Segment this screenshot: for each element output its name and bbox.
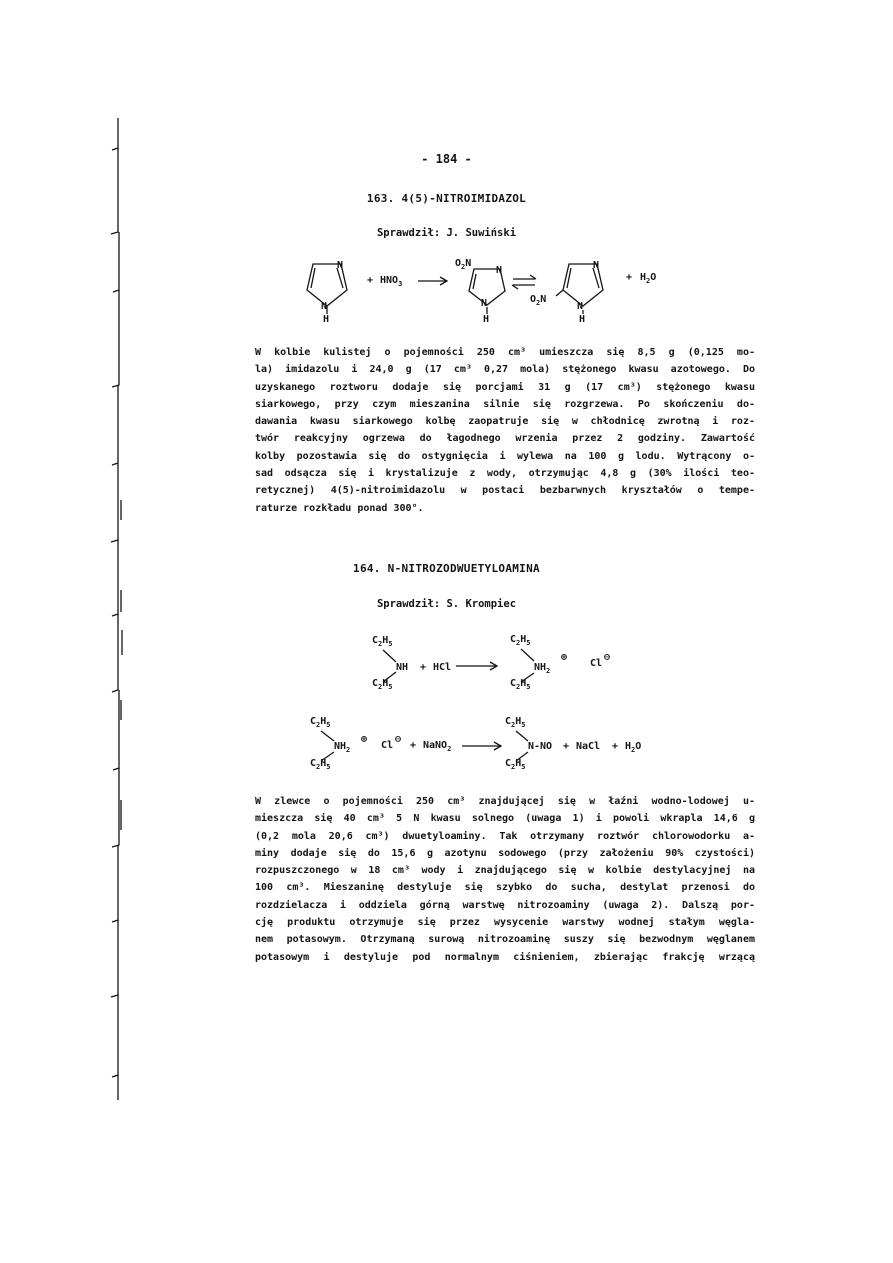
ethyl-label-bottom: $C_2H_5$ <box>372 678 393 691</box>
reagent-hno3: $HNO_3$ <box>380 275 403 288</box>
paragraph-line: W kolbie kulistej o pojemności 250 cm³ umieszcza się 8,5 g (0,125 mo- <box>255 347 755 358</box>
section-title-164: 164. N-NITROZODWUETYLOAMINA <box>353 562 540 575</box>
paragraph-line: W zlewce o pojemności 250 cm³ znajdującej się w łaźni wodno-lodowej u- <box>255 796 755 807</box>
chloride-label: Cl <box>381 740 394 751</box>
plus-sign: + <box>367 275 374 286</box>
paragraph-line: rozdzielacza i oddziela górną warstwę nitrozoaminy (uwaga 2). Dalszą por- <box>255 899 755 911</box>
ethyl-label-top: $C_2H_5$ <box>310 716 331 729</box>
nitro-group-label: $O_2N$ <box>455 258 472 271</box>
reaction-arrow <box>456 662 497 670</box>
page-number: - 184 - <box>421 152 472 166</box>
ethyl-label-top: $C_2H_5$ <box>510 634 531 647</box>
paragraph-line: (0,2 mola 20,6 cm³) dwuetyloaminy. Tak otrzymany roztwór chlorowodorku a- <box>255 830 755 842</box>
product-nacl: NaCl <box>576 741 601 752</box>
paragraph-line: dawania kwasu siarkowego kolbę zaopatruje się w chłodnicę zwrotną i roz- <box>255 416 755 428</box>
ethyl-label-bottom: $C_2H_5$ <box>505 758 526 771</box>
ring-n-label: N <box>593 260 600 271</box>
nitrosamine-structure <box>505 716 552 771</box>
ring-nh-label: N <box>577 301 584 312</box>
nitro-group-label: $O_2N$ <box>530 294 547 307</box>
ammonium-salt-structure-2 <box>310 716 401 771</box>
ring-h-label: H <box>579 314 586 325</box>
n-nitroso-label: N-NO <box>528 741 553 752</box>
plus-sign: + <box>612 741 619 752</box>
paragraph-line: miny dodaje się do 15,6 g azotynu sodowego (przy założeniu 90% czystości) <box>255 847 755 859</box>
plus-sign: + <box>626 272 633 283</box>
negative-charge: ⊖ <box>395 734 402 745</box>
ring-nh-label: N <box>321 301 328 312</box>
reagent-nano2: NaNO$_2$ <box>423 740 452 753</box>
checked-by-164: Sprawdził: S. Krompiec <box>376 598 517 610</box>
paragraph-line: retycznej) 4(5)-nitroimidazolu w postaci bezbarwnych kryształów o tempe- <box>255 485 755 497</box>
negative-charge: ⊖ <box>604 652 611 663</box>
paragraph-line: potasowym i destyluje pod normalnym ciśnieniem, zbierając frakcję wrzącą <box>255 951 755 963</box>
positive-charge: ⊕ <box>361 734 368 745</box>
ammonium-nh2-label: $NH_2$ <box>534 662 551 675</box>
paragraph-line: uzyskanego roztworu dodaje się porcjami 31 g (17 cm³) stężonego kwasu <box>255 381 755 393</box>
ammonium-nh2-label: $NH_2$ <box>334 741 351 754</box>
ethyl-label-bottom: $C_2H_5$ <box>310 758 331 771</box>
amine-nh-label: NH <box>396 662 409 673</box>
paragraph-line: 100 cm³. Mieszaninę destyluje się szybko do sucha, destylat przenosi do <box>255 882 755 894</box>
procedure-paragraph-164 <box>255 793 755 966</box>
plus-sign: + <box>410 740 417 751</box>
ethyl-label-bottom: $C_2H_5$ <box>510 678 531 691</box>
paragraph-line: sad odsącza się i krystalizuje z wody, otrzymując 4,8 g (30% ilości teo- <box>255 468 755 480</box>
checked-by-163: Sprawdził: J. Suwiński <box>376 227 517 239</box>
positive-charge: ⊕ <box>561 652 568 663</box>
paragraph-line: twór reakcyjny ogrzewa do łagodnego wrzenia przez 2 godziny. Zawartość <box>255 433 755 445</box>
ring-h-label: H <box>323 314 330 325</box>
ethyl-label-top: $C_2H_5$ <box>505 716 526 729</box>
paragraph-line: raturze rozkładu ponad 300°. <box>255 502 424 514</box>
ring-n-label: N <box>337 260 344 271</box>
product-water: $H_2O$ <box>640 272 657 285</box>
paragraph-line: cję produktu otrzymuje się przez wysycenie warstwy wodnej stałym węgla- <box>255 917 755 929</box>
ring-n-label: N <box>496 265 503 276</box>
paragraph-line: mieszcza się 40 cm³ 5 N kwasu solnego (uwaga 1) i powoli wkrapla 14,6 g <box>255 813 755 825</box>
paragraph-line: nem potasowym. Otrzymaną surową nitrozoaminę suszy się bezwodnym węglanem <box>255 934 755 946</box>
paragraph-line: rozpuszczonego w 18 cm³ wody i znajdującego się w kolbie destylacyjnej na <box>255 865 755 877</box>
reaction-arrow <box>462 742 501 750</box>
ring-nh-label: N <box>481 298 488 309</box>
plus-sign: + <box>563 741 570 752</box>
ethyl-label-top: $C_2H_5$ <box>372 635 393 648</box>
ammonium-salt-structure <box>510 634 610 691</box>
paragraph-line: kolby pozostawia się do ostygnięcia i wylewa na 100 g lodu. Wytrącony o- <box>255 450 755 462</box>
section-title-163: 163. 4(5)-NITROIMIDAZOL <box>366 192 527 205</box>
reagent-hcl: HCl <box>433 662 452 673</box>
chloride-label: Cl <box>590 658 603 669</box>
plus-sign: + <box>420 662 427 673</box>
ring-h-label: H <box>483 314 490 325</box>
diethylamine-structure <box>372 635 408 691</box>
paragraph-line: siarkowego, przy czym mieszanina silnie się rozgrzewa. Po skończeniu do- <box>255 398 755 410</box>
product-water: $H_2O$ <box>625 741 642 754</box>
paragraph-line: la) imidazolu i 24,0 g (17 cm³ 0,27 mola) stężonego kwasu azotowego. Do <box>255 364 755 376</box>
